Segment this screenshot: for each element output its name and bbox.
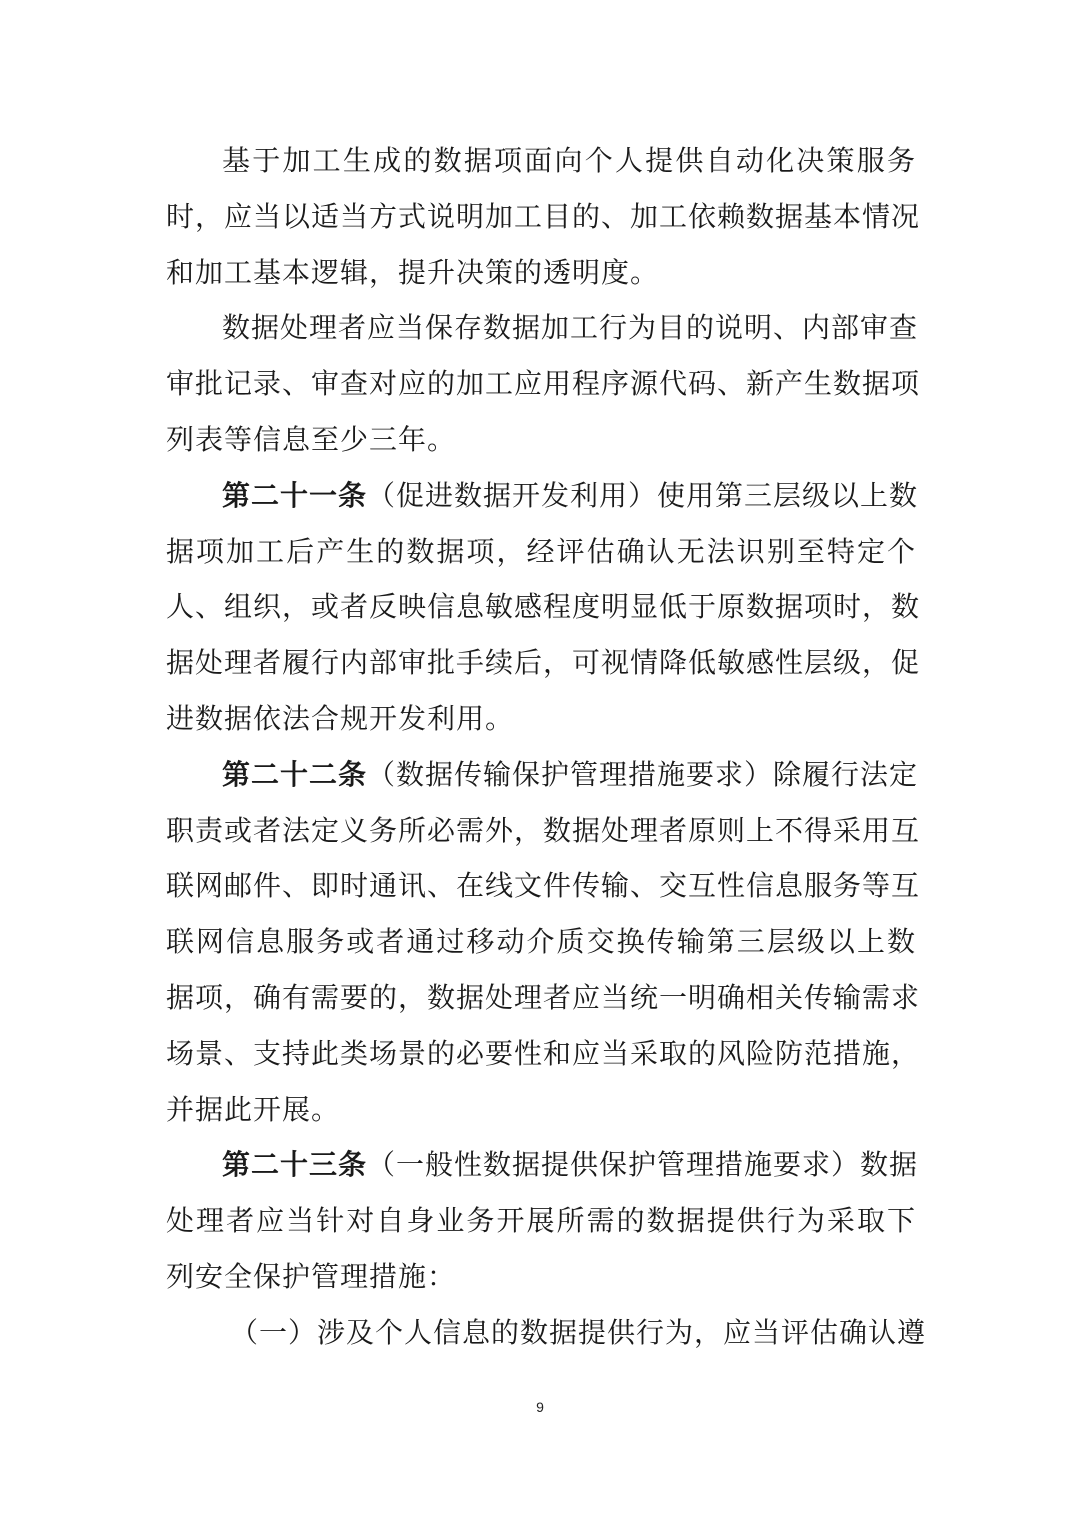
- line-text: 场景、支持此类场景的必要性和应当采取的风险防范措施，: [166, 1037, 921, 1070]
- line-text: 据项加工后产生的数据项，经评估确认无法识别至特定个: [166, 535, 916, 568]
- line-text: 并据此开展。: [166, 1093, 341, 1126]
- text-line: [166, 978, 921, 1018]
- text-line: [166, 1201, 916, 1241]
- line-text: 列安全保护管理措施：: [166, 1260, 457, 1293]
- text-line: [166, 1034, 921, 1074]
- article-heading: 第二十二条: [222, 758, 368, 791]
- line-text: （一般性数据提供保护管理措施要求）数据: [367, 1148, 919, 1181]
- line-text: 和加工基本逻辑，提升决策的透明度。: [166, 256, 660, 289]
- text-line: [222, 1145, 919, 1185]
- text-line: [166, 420, 916, 460]
- text-line: [166, 643, 921, 683]
- line-text: 联网邮件、即时通讯、在线文件传输、交互性信息服务等互: [166, 869, 921, 902]
- text-line: [166, 866, 921, 906]
- line-text: （一）涉及个人信息的数据提供行为，应当评估确认遵: [230, 1316, 927, 1349]
- line-text: 进数据依法合规开发利用。: [166, 702, 515, 735]
- text-line: [166, 699, 916, 739]
- line-text: 据项，确有需要的，数据处理者应当统一明确相关传输需求: [166, 981, 921, 1014]
- text-line: [166, 197, 921, 237]
- page-number: 9: [536, 1399, 544, 1415]
- line-text: 列表等信息至少三年。: [166, 423, 457, 456]
- line-text: 审批记录、审查对应的加工应用程序源代码、新产生数据项: [166, 367, 921, 400]
- text-line: [166, 253, 916, 293]
- text-line: [166, 532, 916, 572]
- line-text: 数据处理者应当保存数据加工行为目的说明、内部审查: [222, 311, 919, 344]
- text-line: [166, 364, 921, 404]
- article-heading: 第二十一条: [222, 479, 368, 512]
- text-line: [166, 1090, 916, 1130]
- line-text: 时，应当以适当方式说明加工目的、加工依赖数据基本情况: [166, 200, 921, 233]
- line-text: （促进数据开发利用）使用第三层级以上数: [367, 479, 919, 512]
- text-line: [222, 755, 919, 795]
- article-heading: 第二十三条: [222, 1148, 368, 1181]
- text-line: [166, 1257, 916, 1297]
- text-line: [166, 587, 921, 627]
- line-text: 联网信息服务或者通过移动介质交换传输第三层级以上数: [166, 925, 916, 958]
- line-text: 人、组织，或者反映信息敏感程度明显低于原数据项时，数: [166, 590, 921, 623]
- text-line: [230, 1313, 927, 1353]
- text-line: [222, 141, 916, 181]
- line-text: 处理者应当针对自身业务开展所需的数据提供行为采取下: [166, 1204, 916, 1237]
- line-text: 职责或者法定义务所必需外，数据处理者原则上不得采用互: [166, 814, 921, 847]
- text-line: [222, 476, 919, 516]
- line-text: 据处理者履行内部审批手续后，可视情降低敏感性层级，促: [166, 646, 921, 679]
- text-line: [166, 922, 916, 962]
- text-line: [222, 308, 919, 348]
- line-text: 基于加工生成的数据项面向个人提供自动化决策服务: [222, 144, 916, 177]
- line-text: （数据传输保护管理措施要求）除履行法定: [367, 758, 919, 791]
- text-line: [166, 811, 921, 851]
